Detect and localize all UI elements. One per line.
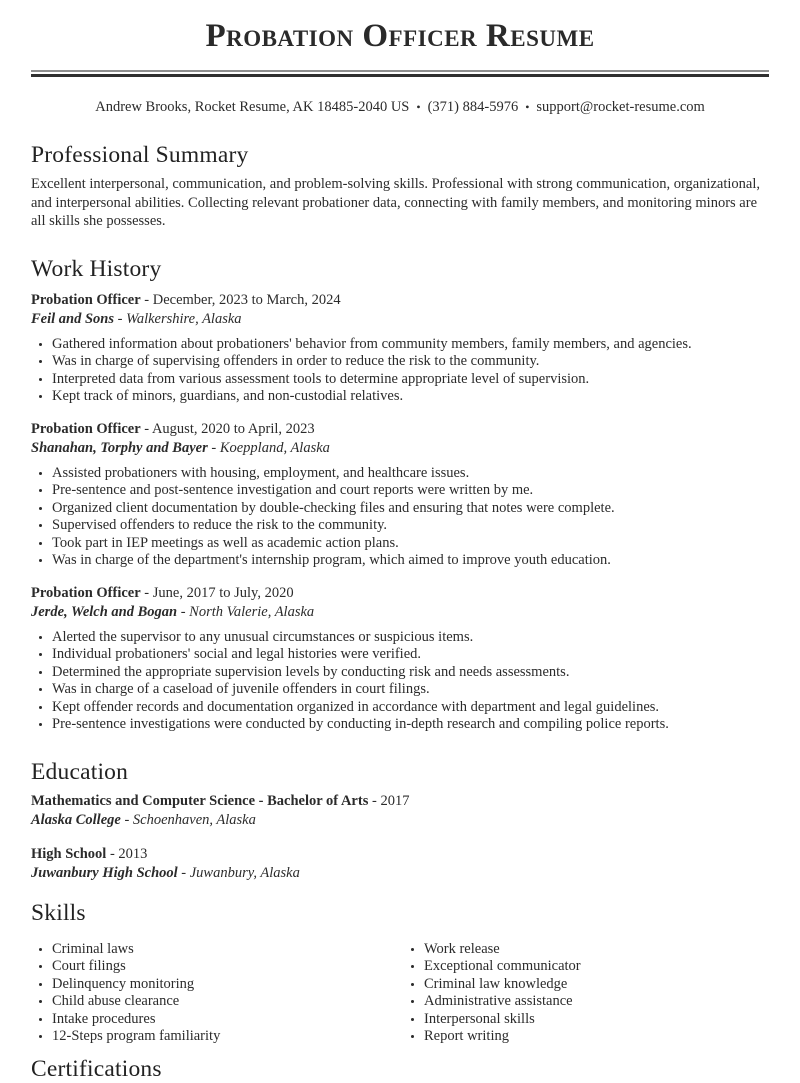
graduation-year: - 2013	[106, 845, 148, 862]
school-location: - Juwanbury, Alaska	[177, 864, 300, 881]
job-entry	[31, 291, 769, 406]
certifications-heading: Certifications	[31, 1055, 162, 1082]
page-title: Probation Officer Resume	[205, 18, 595, 54]
job-bullet: • Supervised offenders to reduce the risk to the community.	[52, 517, 769, 535]
job-dates: - August, 2020 to April, 2023	[140, 420, 315, 437]
job-dates: - June, 2017 to July, 2020	[140, 584, 294, 601]
job-title-line	[31, 291, 769, 310]
job-title: Probation Officer	[31, 291, 141, 308]
job-entry	[31, 584, 769, 734]
skill-item: • Court filings	[52, 958, 403, 976]
skills-column-left	[31, 933, 403, 1046]
skill-item: • Interpersonal skills	[424, 1011, 769, 1029]
job-bullet-list	[31, 629, 769, 734]
skills-heading: Skills	[31, 899, 86, 926]
job-bullet: • Organized client documentation by double-checking files and ensuring that notes were complete.	[52, 500, 769, 518]
job-company: Jerde, Welch and Bogan	[31, 603, 178, 620]
job-company: Shanahan, Torphy and Bayer	[31, 439, 208, 456]
school-location: - Schoenhaven, Alaska	[120, 811, 256, 828]
resume-page	[0, 16, 800, 1083]
job-company-line	[31, 439, 769, 458]
job-bullet-list	[31, 465, 769, 570]
skill-item: • Administrative assistance	[424, 993, 769, 1011]
school: Alaska College	[31, 811, 121, 828]
job-title: Probation Officer	[31, 420, 141, 437]
job-bullet: • Interpreted data from various assessment tools to determine appropriate level of supervision.	[52, 371, 769, 389]
job-dates: - December, 2023 to March, 2024	[140, 291, 341, 308]
skill-item: • Work release	[424, 941, 769, 959]
skill-item: • Exceptional communicator	[424, 958, 769, 976]
job-bullet: • Gathered information about probationers' behavior from community members, family members, and agencies.	[52, 336, 769, 354]
skills-list-left	[31, 941, 403, 1046]
school: Juwanbury High School	[31, 864, 178, 881]
skill-item: • Criminal laws	[52, 941, 403, 959]
education-entry	[31, 845, 769, 883]
job-location: - Koeppland, Alaska	[207, 439, 330, 456]
job-bullet: • Determined the appropriate supervision levels by conducting risk and needs assessments.	[52, 664, 769, 682]
job-bullet: • Kept track of minors, guardians, and non-custodial relatives.	[52, 388, 769, 406]
skill-item: • 12-Steps program familiarity	[52, 1028, 403, 1046]
job-location: - Walkershire, Alaska	[114, 310, 242, 327]
job-company-line	[31, 310, 769, 329]
job-title-line	[31, 584, 769, 603]
skill-item: • Child abuse clearance	[52, 993, 403, 1011]
summary-text: Excellent interpersonal, communication, and problem-solving skills. Professional with strong communication, organizational, and interpersonal abilities. Collecting relevant probationer data, connecting with family members, and monitoring minors are all skills she possesses.	[31, 176, 761, 229]
contact-separator: •	[525, 100, 530, 114]
job-bullet: • Individual probationers' social and legal histories were verified.	[52, 646, 769, 664]
job-bullet-list	[31, 336, 769, 406]
job-company-line	[31, 603, 769, 622]
title-divider	[31, 70, 769, 77]
skills-columns	[31, 933, 769, 1046]
degree: High School	[31, 845, 107, 862]
skill-item: • Delinquency monitoring	[52, 976, 403, 994]
summary-heading: Professional Summary	[31, 142, 249, 168]
contact-phone: (371) 884-5976	[427, 99, 519, 115]
work-history-heading: Work History	[31, 255, 162, 282]
job-bullet: • Assisted probationers with housing, employment, and healthcare issues.	[52, 465, 769, 483]
contact-email: support@rocket-resume.com	[536, 99, 705, 115]
contact-address: Andrew Brooks, Rocket Resume, AK 18485-2040 US	[95, 99, 410, 115]
school-line	[31, 864, 769, 883]
contact-line	[31, 97, 769, 117]
degree: Mathematics and Computer Science - Bachelor of Arts	[31, 792, 369, 809]
job-entry	[31, 420, 769, 570]
job-bullet: • Was in charge of the department's internship program, which aimed to improve youth education.	[52, 552, 769, 570]
job-bullet: • Pre-sentence investigations were conducted by conducting in-depth research and compiling police reports.	[52, 716, 769, 734]
skills-column-right	[403, 933, 769, 1046]
skill-item: • Criminal law knowledge	[424, 976, 769, 994]
job-title: Probation Officer	[31, 584, 141, 601]
job-bullet: • Pre-sentence and post-sentence investigation and court reports were written by me.	[52, 482, 769, 500]
job-bullet: • Kept offender records and documentation organized in accordance with department and legal guidelines.	[52, 699, 769, 717]
job-company: Feil and Sons	[31, 310, 114, 327]
degree-line	[31, 792, 769, 811]
skill-item: • Report writing	[424, 1028, 769, 1046]
job-bullet: • Was in charge of a caseload of juvenile offenders in court filings.	[52, 681, 769, 699]
graduation-year: - 2017	[368, 792, 410, 809]
job-bullet: • Took part in IEP meetings as well as academic action plans.	[52, 535, 769, 553]
school-line	[31, 811, 769, 830]
degree-line	[31, 845, 769, 864]
skills-list-right	[403, 941, 769, 1046]
job-title-line	[31, 420, 769, 439]
job-location: - North Valerie, Alaska	[177, 603, 315, 620]
job-bullet: • Alerted the supervisor to any unusual circumstances or suspicious items.	[52, 629, 769, 647]
skill-item: • Intake procedures	[52, 1011, 403, 1029]
education-heading: Education	[31, 758, 129, 785]
contact-separator: •	[416, 100, 421, 114]
education-entry	[31, 792, 769, 830]
job-bullet: • Was in charge of supervising offenders in order to reduce the risk to the community.	[52, 353, 769, 371]
